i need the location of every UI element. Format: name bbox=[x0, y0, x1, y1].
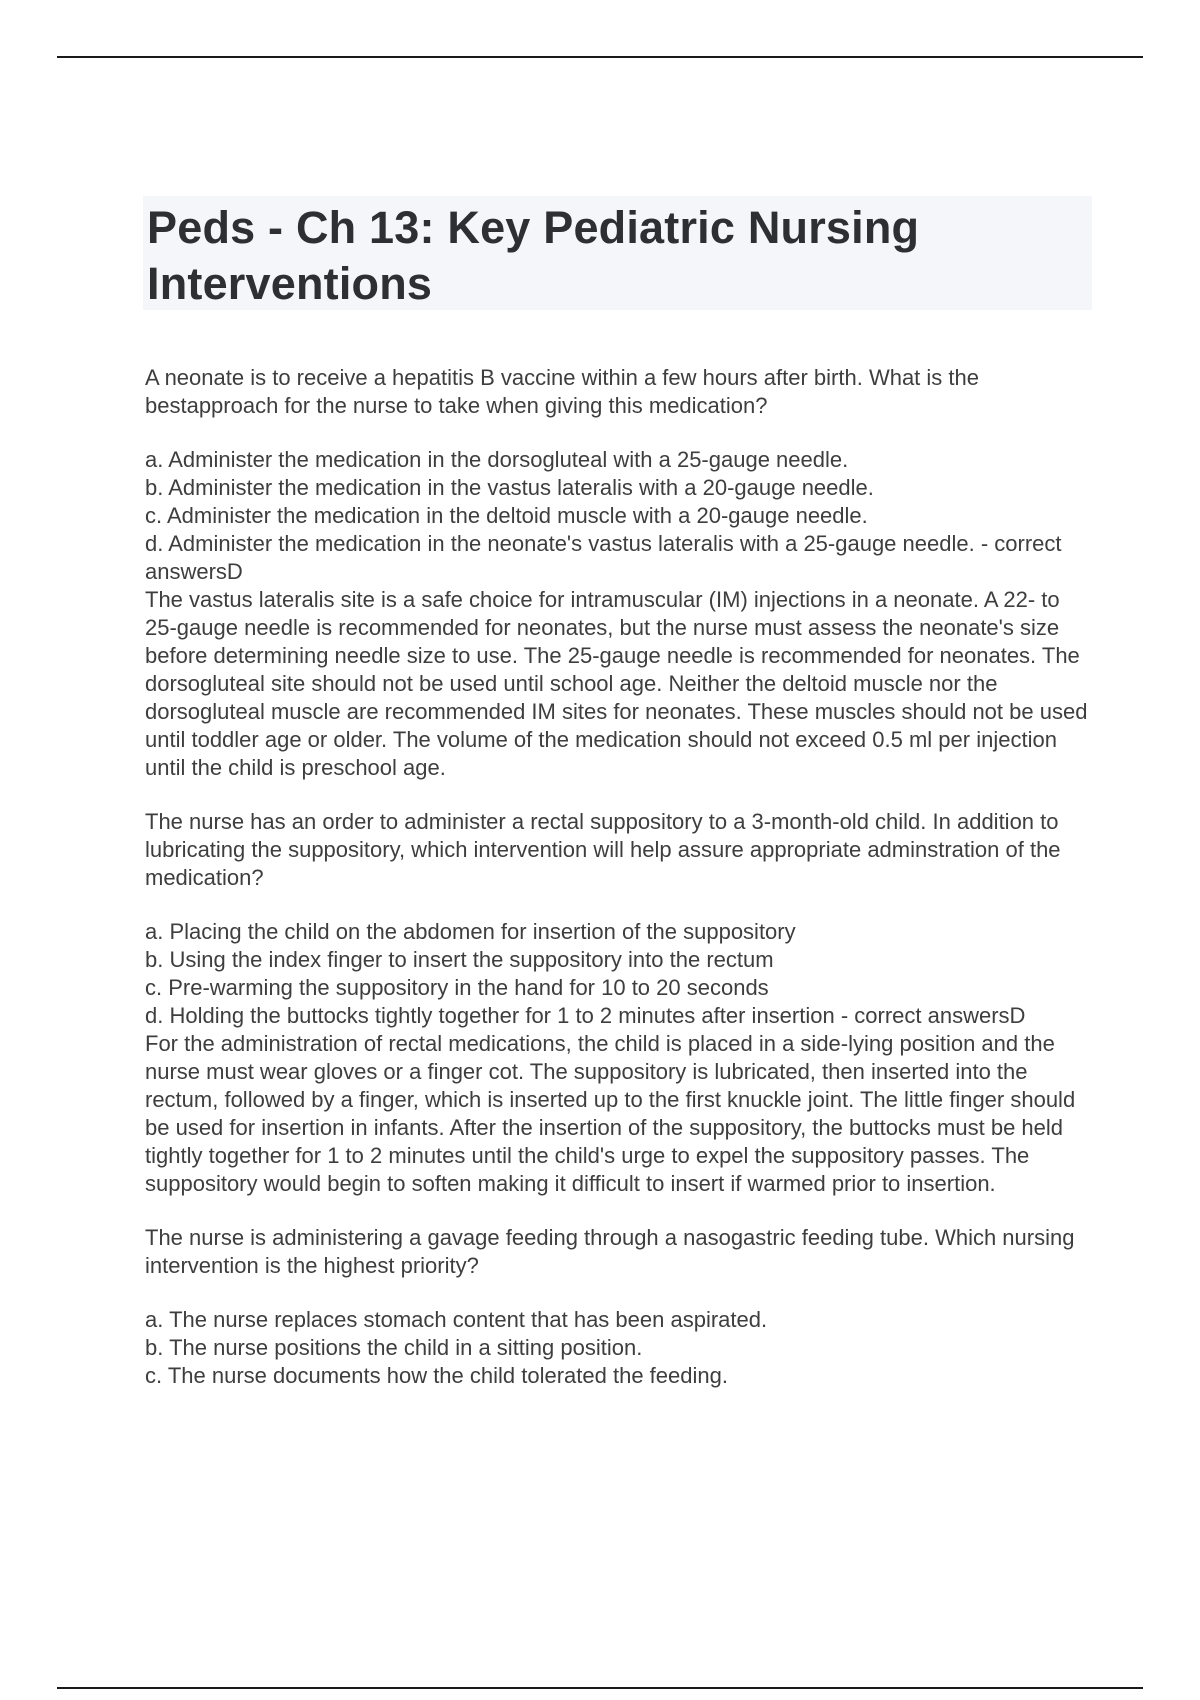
answer-option: b. The nurse positions the child in a sitting position. bbox=[145, 1335, 643, 1360]
bottom-rule bbox=[57, 1687, 1143, 1689]
top-rule bbox=[57, 56, 1143, 58]
question-prompt: The nurse has an order to administer a rectal suppository to a 3-month-old child. In addition to lubricating the suppository, which intervention will help assure appropriate adminstration of the medication? bbox=[145, 809, 1061, 890]
document-body bbox=[145, 364, 1095, 1390]
question-prompt: The nurse is administering a gavage feeding through a nasogastric feeding tube. Which nursing intervention is the highest priority? bbox=[145, 1225, 1075, 1278]
answer-option: a. The nurse replaces stomach content that has been aspirated. bbox=[145, 1307, 768, 1332]
page-title: Peds - Ch 13: Key Pediatric Nursing Interventions bbox=[147, 202, 920, 309]
answer-option: d. Administer the medication in the neonate's vastus lateralis with a 25-gauge needle. - correct answersD bbox=[145, 531, 1062, 584]
answer-option: a. Administer the medication in the dorsogluteal with a 25-gauge needle. bbox=[145, 447, 849, 472]
rationale: The vastus lateralis site is a safe choice for intramuscular (IM) injections in a neonate. A 22- to 25-gauge needle is recommended for neonates, but the nurse must assess the neonate's size before determining needle size to use. The 25-gauge needle is recommended for neonates. The dorsogluteal site should not be used until school age. Neither the deltoid muscle nor the dorsogluteal muscle are recommended IM sites for neonates. These muscles should not be used until toddler age or older. The volume of the medication should not exceed 0.5 ml per injection until the child is preschool age. bbox=[145, 587, 1088, 780]
answer-option: b. Administer the medication in the vastus lateralis with a 20-gauge needle. bbox=[145, 475, 874, 500]
answer-option: c. Administer the medication in the deltoid muscle with a 20-gauge needle. bbox=[145, 503, 868, 528]
question-prompt: A neonate is to receive a hepatitis B vaccine within a few hours after birth. What is the bestapproach for the nurse to take when giving this medication? bbox=[145, 365, 979, 418]
answer-option: c. Pre-warming the suppository in the hand for 10 to 20 seconds bbox=[145, 975, 769, 1000]
answer-option: a. Placing the child on the abdomen for insertion of the suppository bbox=[145, 919, 796, 944]
answer-option: c. The nurse documents how the child tolerated the feeding. bbox=[145, 1363, 728, 1388]
answer-option: b. Using the index finger to insert the suppository into the rectum bbox=[145, 947, 774, 972]
answer-option: d. Holding the buttocks tightly together for 1 to 2 minutes after insertion - correct answersD bbox=[145, 1003, 1026, 1028]
title-block bbox=[143, 196, 1092, 310]
rationale: For the administration of rectal medications, the child is placed in a side-lying position and the nurse must wear gloves or a finger cot. The suppository is lubricated, then inserted into the rectum, followed by a finger, which is inserted up to the first knuckle joint. The little finger should be used for insertion in infants. After the insertion of the suppository, the buttocks must be held tightly together for 1 to 2 minutes until the child's urge to expel the suppository passes. The suppository would begin to soften making it difficult to insert if warmed prior to insertion. bbox=[145, 1031, 1076, 1196]
